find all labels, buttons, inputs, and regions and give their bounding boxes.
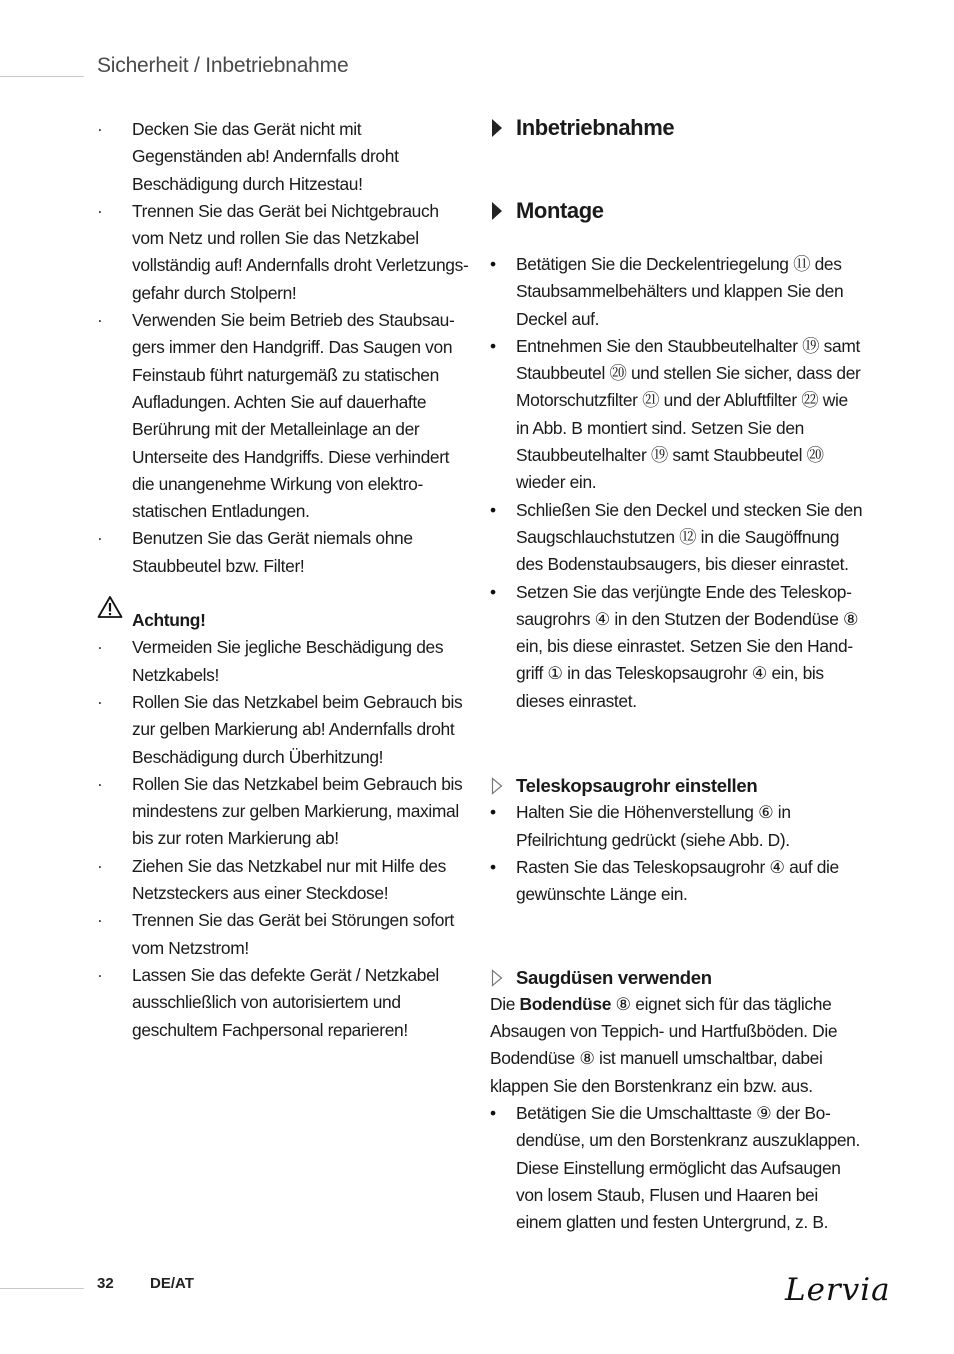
- triangle-outline-icon: [491, 777, 503, 795]
- triangle-outline-icon: [491, 969, 503, 987]
- page-header-title: Sicherheit / Inbetriebnahme: [97, 54, 349, 77]
- brand-logo: Lervia: [785, 1272, 891, 1308]
- triangle-right-icon: [492, 202, 502, 220]
- warning-label: Achtung!: [132, 610, 206, 631]
- list-item: · Rollen Sie das Netzkabel beim Gebrauch bis mindestens zur gelben Markierung, maximal bis zur roten Markierung ab!: [97, 771, 469, 853]
- list-item: · Decken Sie das Gerät nicht mit Gegenständen ab! Andernfalls droht Beschädigung durch Hitzestau!: [97, 116, 469, 198]
- list-item: · Ziehen Sie das Netzkabel nur mit Hilfe des Netzsteckers aus einer Steckdose!: [97, 853, 469, 908]
- safety-list-2: [97, 634, 469, 1043]
- list-item: • Schließen Sie den Deckel und stecken Sie den Saugschlauchstutzen ⑫ in die Saugöffnung des Bodenstaubsaugers, bis dieser einrastet.: [490, 497, 865, 579]
- list-item: · Benutzen Sie das Gerät niemals ohne Staubbeutel bzw. Filter!: [97, 525, 469, 580]
- list-item: • Setzen Sie das verjüngte Ende des Teleskop-saugrohrs ④ in den Stutzen der Bodendüse ⑧ ein, bis diese einrastet. Setzen Sie den Hand-griff ① in das Teleskopsaugrohr ④ ein, bis dieses einrastet.: [490, 579, 865, 715]
- subheading-text: Teleskopsaugrohr einstellen: [516, 775, 758, 797]
- list-item: • Betätigen Sie die Umschalttaste ⑨ der Bo-dendüse, um den Borstenkranz auszuklappen. Diese Einstellung ermöglicht das Aufsaugen von losem Staub, Flusen und Haaren bei einem glatten und festen Untergrund, z. B.: [490, 1100, 865, 1236]
- bodenduese-paragraph: [490, 991, 865, 1100]
- list-item: · Trennen Sie das Gerät bei Nichtgebrauch vom Netz und rollen Sie das Netzkabel vollständig auf! Andernfalls droht Verletzungs-gefahr durch Stolpern!: [97, 198, 469, 307]
- list-item: · Lassen Sie das defekte Gerät / Netzkabel ausschließlich von autorisiertem und geschultem Fachpersonal reparieren!: [97, 962, 469, 1044]
- subheading-teleskopsaugrohr: [490, 772, 865, 799]
- list-item: • Betätigen Sie die Deckelentriegelung ⑪ des Staubsammelbehälters und klappen Sie den Deckel auf.: [490, 251, 865, 333]
- heading-montage: [490, 196, 865, 226]
- heading-text: Montage: [516, 198, 604, 223]
- page-number: 32: [97, 1275, 114, 1292]
- left-column: [97, 116, 469, 1044]
- duese-list: [490, 1100, 865, 1236]
- montage-list: [490, 251, 865, 715]
- language-code: DE/AT: [150, 1275, 194, 1292]
- list-item: · Rollen Sie das Netzkabel beim Gebrauch bis zur gelben Markierung ab! Andernfalls droht Beschädigung durch Überhitzung!: [97, 689, 469, 771]
- list-item: • Rasten Sie das Teleskopsaugrohr ④ auf die gewünschte Länge ein.: [490, 854, 865, 909]
- list-item: • Entnehmen Sie den Staubbeutelhalter ⑲ samt Staubbeutel ⑳ und stellen Sie sicher, dass der Motorschutzfilter ㉑ und der Abluftfilter ㉒ wie in Abb. B montiert sind. Setzen Sie den Staubbeutelhalter ⑲ samt Staubbeutel ⑳ wieder ein.: [490, 333, 865, 497]
- footer-rule: [0, 1288, 84, 1289]
- warning-heading: [97, 607, 469, 634]
- triangle-right-icon: [492, 119, 502, 137]
- list-item: · Vermeiden Sie jegliche Beschädigung des Netzkabels!: [97, 634, 469, 689]
- teleskop-list: [490, 799, 865, 908]
- safety-list-1: [97, 116, 469, 580]
- para-text: Die: [490, 993, 520, 1014]
- heading-text: Inbetriebnahme: [516, 115, 675, 140]
- para-bold: Bodendüse: [519, 993, 612, 1014]
- para-text: ⑧ eignet sich für das tägliche Absaugen von Teppich- und Hartfußböden. Die Bodendüse ⑧ ist manuell umschaltbar, dabei klappen Sie den Borstenkranz ein bzw. aus.: [490, 993, 838, 1096]
- list-item: • Halten Sie die Höhenverstellung ⑥ in Pfeilrichtung gedrückt (siehe Abb. D).: [490, 799, 865, 854]
- subheading-saugduesen: [490, 964, 865, 991]
- heading-inbetriebnahme: [490, 113, 865, 143]
- header-rule: [0, 76, 84, 77]
- list-item: · Trennen Sie das Gerät bei Störungen sofort vom Netzstrom!: [97, 907, 469, 962]
- warning-triangle-icon: [97, 595, 123, 619]
- right-column: [490, 113, 865, 1237]
- list-item: · Verwenden Sie beim Betrieb des Staubsau-gers immer den Handgriff. Das Saugen von Feinstaub führt naturgemäß zu statischen Aufladungen. Achten Sie auf dauerhafte Berührung mit der Metalleinlage an der Unterseite des Handgriffs. Diese verhindert die unangenehme Wirkung von elektro-statischen Entladungen.: [97, 307, 469, 525]
- subheading-text: Saugdüsen verwenden: [516, 966, 712, 988]
